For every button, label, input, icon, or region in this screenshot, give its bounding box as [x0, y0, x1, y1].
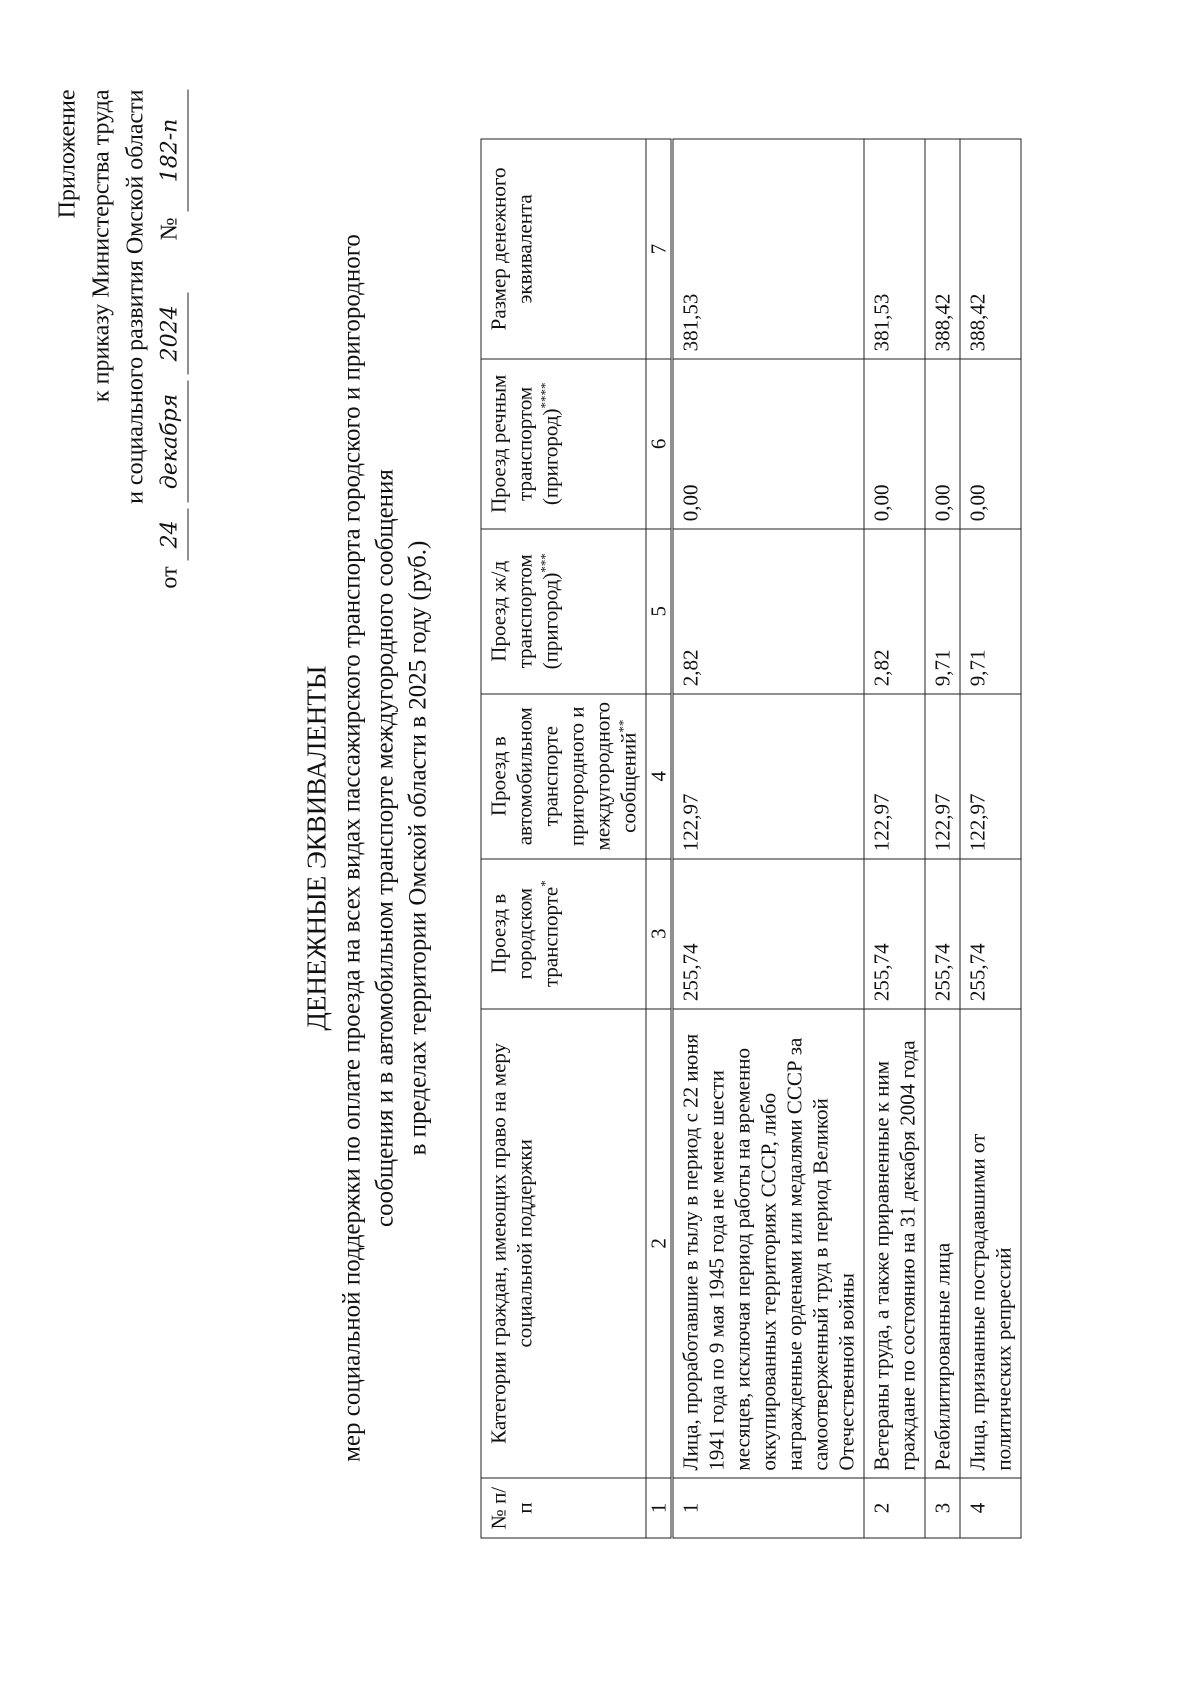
row-city-amount: 255,74 — [672, 859, 864, 1009]
handwritten-day: 24 — [154, 508, 189, 560]
appendix-title: Приложение — [54, 89, 81, 219]
row-auto-amount: 122,97 — [864, 694, 925, 859]
row-category: Лица, признанные пострадавшими от политических репрессий — [960, 1009, 1021, 1478]
equivalents-table — [481, 139, 1022, 1539]
row-category: Ветераны труда, а также приравненные к ним граждане по состоянию на 31 декабря 2004 года — [864, 1009, 925, 1478]
header-category: Категории граждан, имеющих право на меру социальной поддержки — [481, 1009, 646, 1478]
column-index: 3 — [646, 859, 672, 1009]
column-index: 4 — [646, 694, 672, 859]
row-total-amount: 381,53 — [672, 139, 864, 359]
row-rail-amount: 9,71 — [960, 529, 1021, 694]
column-index-row — [646, 139, 672, 1538]
header-rail-transport: Проезд ж/д транспортом (пригород)*** — [481, 529, 646, 694]
header-river-transport: Проезд речным транспортом (пригород)**** — [481, 359, 646, 529]
row-auto-amount: 122,97 — [925, 694, 960, 859]
column-index: 1 — [646, 1478, 672, 1538]
row-number: 2 — [864, 1478, 925, 1538]
table-row — [960, 139, 1021, 1538]
header-auto-transport: Проезд в автомобильном транспорте пригородного и междугородного сообщений** — [481, 694, 646, 859]
title-line-4: в пределах территории Омской области в 2025 году (руб.) — [404, 540, 432, 1156]
row-city-amount: 255,74 — [864, 859, 925, 1009]
row-number: 1 — [672, 1478, 864, 1538]
document-title-block — [301, 0, 435, 1697]
row-total-amount: 388,42 — [925, 139, 960, 359]
row-river-amount: 0,00 — [672, 359, 864, 529]
table-row — [925, 139, 960, 1538]
column-index: 6 — [646, 359, 672, 529]
appendix-date-line — [153, 90, 189, 589]
row-number: 4 — [960, 1478, 1021, 1538]
row-category: Лица, проработавшие в тылу в период с 22 июня 1941 года по 9 мая 1945 года не менее шести месяцев, исключая период работы на временно оккупированных территориях СССР, либо награжденные орденами или медалями СССР за самоотверженный труд в период Великой Отечественной войны — [672, 1009, 864, 1478]
row-rail-amount: 2,82 — [864, 529, 925, 694]
row-city-amount: 255,74 — [960, 859, 1021, 1009]
column-index: 2 — [646, 1009, 672, 1478]
table-row — [864, 139, 925, 1538]
handwritten-year: 2024 — [154, 292, 189, 374]
number-label: № — [156, 217, 183, 241]
appendix-order-line: к приказу Министерства труда — [88, 89, 115, 403]
row-river-amount: 0,00 — [925, 359, 960, 529]
column-index: 5 — [646, 529, 672, 694]
from-label: от — [156, 566, 183, 589]
row-auto-amount: 122,97 — [960, 694, 1021, 859]
row-river-amount: 0,00 — [960, 359, 1021, 529]
row-auto-amount: 122,97 — [672, 694, 864, 859]
table-header-row — [481, 139, 646, 1538]
row-total-amount: 381,53 — [864, 139, 925, 359]
row-total-amount: 388,42 — [960, 139, 1021, 359]
header-number: № п/п — [481, 1478, 646, 1538]
header-equivalent-amount: Размер денежного эквивалента — [481, 139, 646, 359]
table-row — [672, 139, 864, 1538]
handwritten-month: декабря — [154, 380, 189, 502]
row-rail-amount: 2,82 — [672, 529, 864, 694]
title-line-2: мер социальной поддержки по оплате проезда на всех видах пассажирского транспорта городского и пригородного — [338, 234, 366, 1462]
row-category: Реабилитированные лица — [925, 1009, 960, 1478]
document-title: ДЕНЕЖНЫЕ ЭКВИВАЛЕНТЫ — [301, 665, 332, 1031]
title-line-3: сообщения и в автомобильном транспорте междугородного сообщения — [371, 469, 399, 1227]
row-city-amount: 255,74 — [925, 859, 960, 1009]
row-rail-amount: 9,71 — [925, 529, 960, 694]
handwritten-order-number: 182-п — [154, 90, 189, 212]
row-river-amount: 0,00 — [864, 359, 925, 529]
appendix-ministry-line: и социального развития Омской области — [122, 89, 149, 504]
column-index: 7 — [646, 139, 672, 359]
row-number: 3 — [925, 1478, 960, 1538]
document-sheet — [1, 0, 1200, 1697]
header-city-transport: Проезд в городском транспорте* — [481, 859, 646, 1009]
appendix-header — [51, 90, 189, 589]
